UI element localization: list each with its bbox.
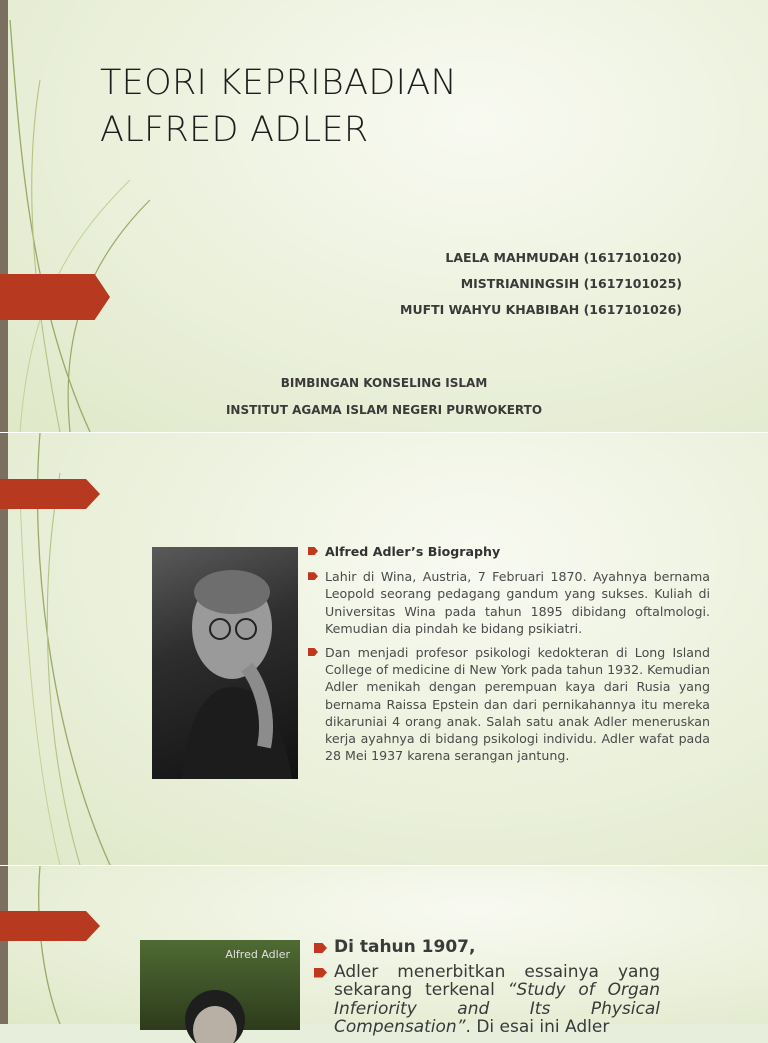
slide-title — [0, 0, 768, 432]
portrait-illustration — [152, 547, 298, 779]
institution-block — [0, 370, 768, 424]
biography-paragraph-2: Dan menjadi profesor psikologi kedokteran di Long Island College of medicine di New York pada tahun 1932. Kemudian Adler menikah dengan perempuan kaya dari Rusia yang bernama Raissa Epstein dan dari pernikahannya itu mereka dikaruniai 4 orang anak. Salah satu anak Adler meneruskan kerja ayahnya di bidang psikologi individu. Adler wafat pada 28 Mei 1937 karena serangan jantung. — [325, 645, 710, 764]
biography-heading: Alfred Adler’s Biography — [325, 544, 501, 559]
arrow-bullet-icon — [308, 648, 318, 656]
tag-arrow-icon — [0, 479, 100, 509]
event-heading: Di tahun 1907, — [334, 937, 476, 957]
essay-title: “Study of Organ Inferiority and Its Physical Compensation” — [334, 980, 660, 1037]
list-item — [308, 644, 710, 764]
list-item — [308, 543, 710, 560]
author-list — [400, 245, 682, 323]
event-text-start: Adler menerbitkan essainya yang sekarang terkenal — [334, 961, 660, 1000]
presentation-title — [100, 60, 457, 154]
department-name: BIMBINGAN KONSELING ISLAM — [280, 376, 488, 390]
author-3: MUFTI WAHYU KHABIBAH (1617101026) — [400, 302, 682, 317]
arrow-bullet-icon — [314, 943, 327, 953]
event-text-end: . Di esai ini Adler — [465, 1017, 610, 1037]
institution-name: INSTITUT AGAMA ISLAM NEGERI PURWOKERTO — [225, 403, 543, 417]
author-2: MISTRIANINGSIH (1617101025) — [460, 276, 682, 291]
slide-1907 — [0, 866, 768, 1037]
slide-biography — [0, 433, 768, 865]
tag-arrow-icon — [0, 274, 110, 320]
event-list — [314, 938, 660, 1043]
portrait-photo — [140, 940, 300, 1030]
arrow-bullet-icon — [308, 572, 318, 580]
title-line-1: TEORI KEPRIBADIAN — [100, 63, 457, 103]
list-item — [314, 963, 660, 1037]
author-1: LAELA MAHMUDAH (1617101020) — [445, 250, 682, 265]
tag-arrow-icon — [0, 911, 100, 941]
photo-caption: Alfred Adler — [225, 948, 290, 961]
biography-list — [308, 543, 710, 771]
portrait-photo — [152, 547, 298, 779]
arrow-bullet-icon — [308, 547, 318, 555]
list-item — [314, 938, 660, 957]
arrow-bullet-icon — [314, 968, 327, 978]
list-item — [308, 568, 710, 637]
title-line-2: ALFRED ADLER — [100, 110, 369, 150]
biography-paragraph-1: Lahir di Wina, Austria, 7 Februari 1870. Ayahnya bernama Leopold seorang pedagang gandum yang sukses. Kuliah di Universitas Wina pada tahun 1895 dibidang oftalmologi. Kemudian dia pindah ke bidang psikiatri. — [325, 569, 710, 636]
